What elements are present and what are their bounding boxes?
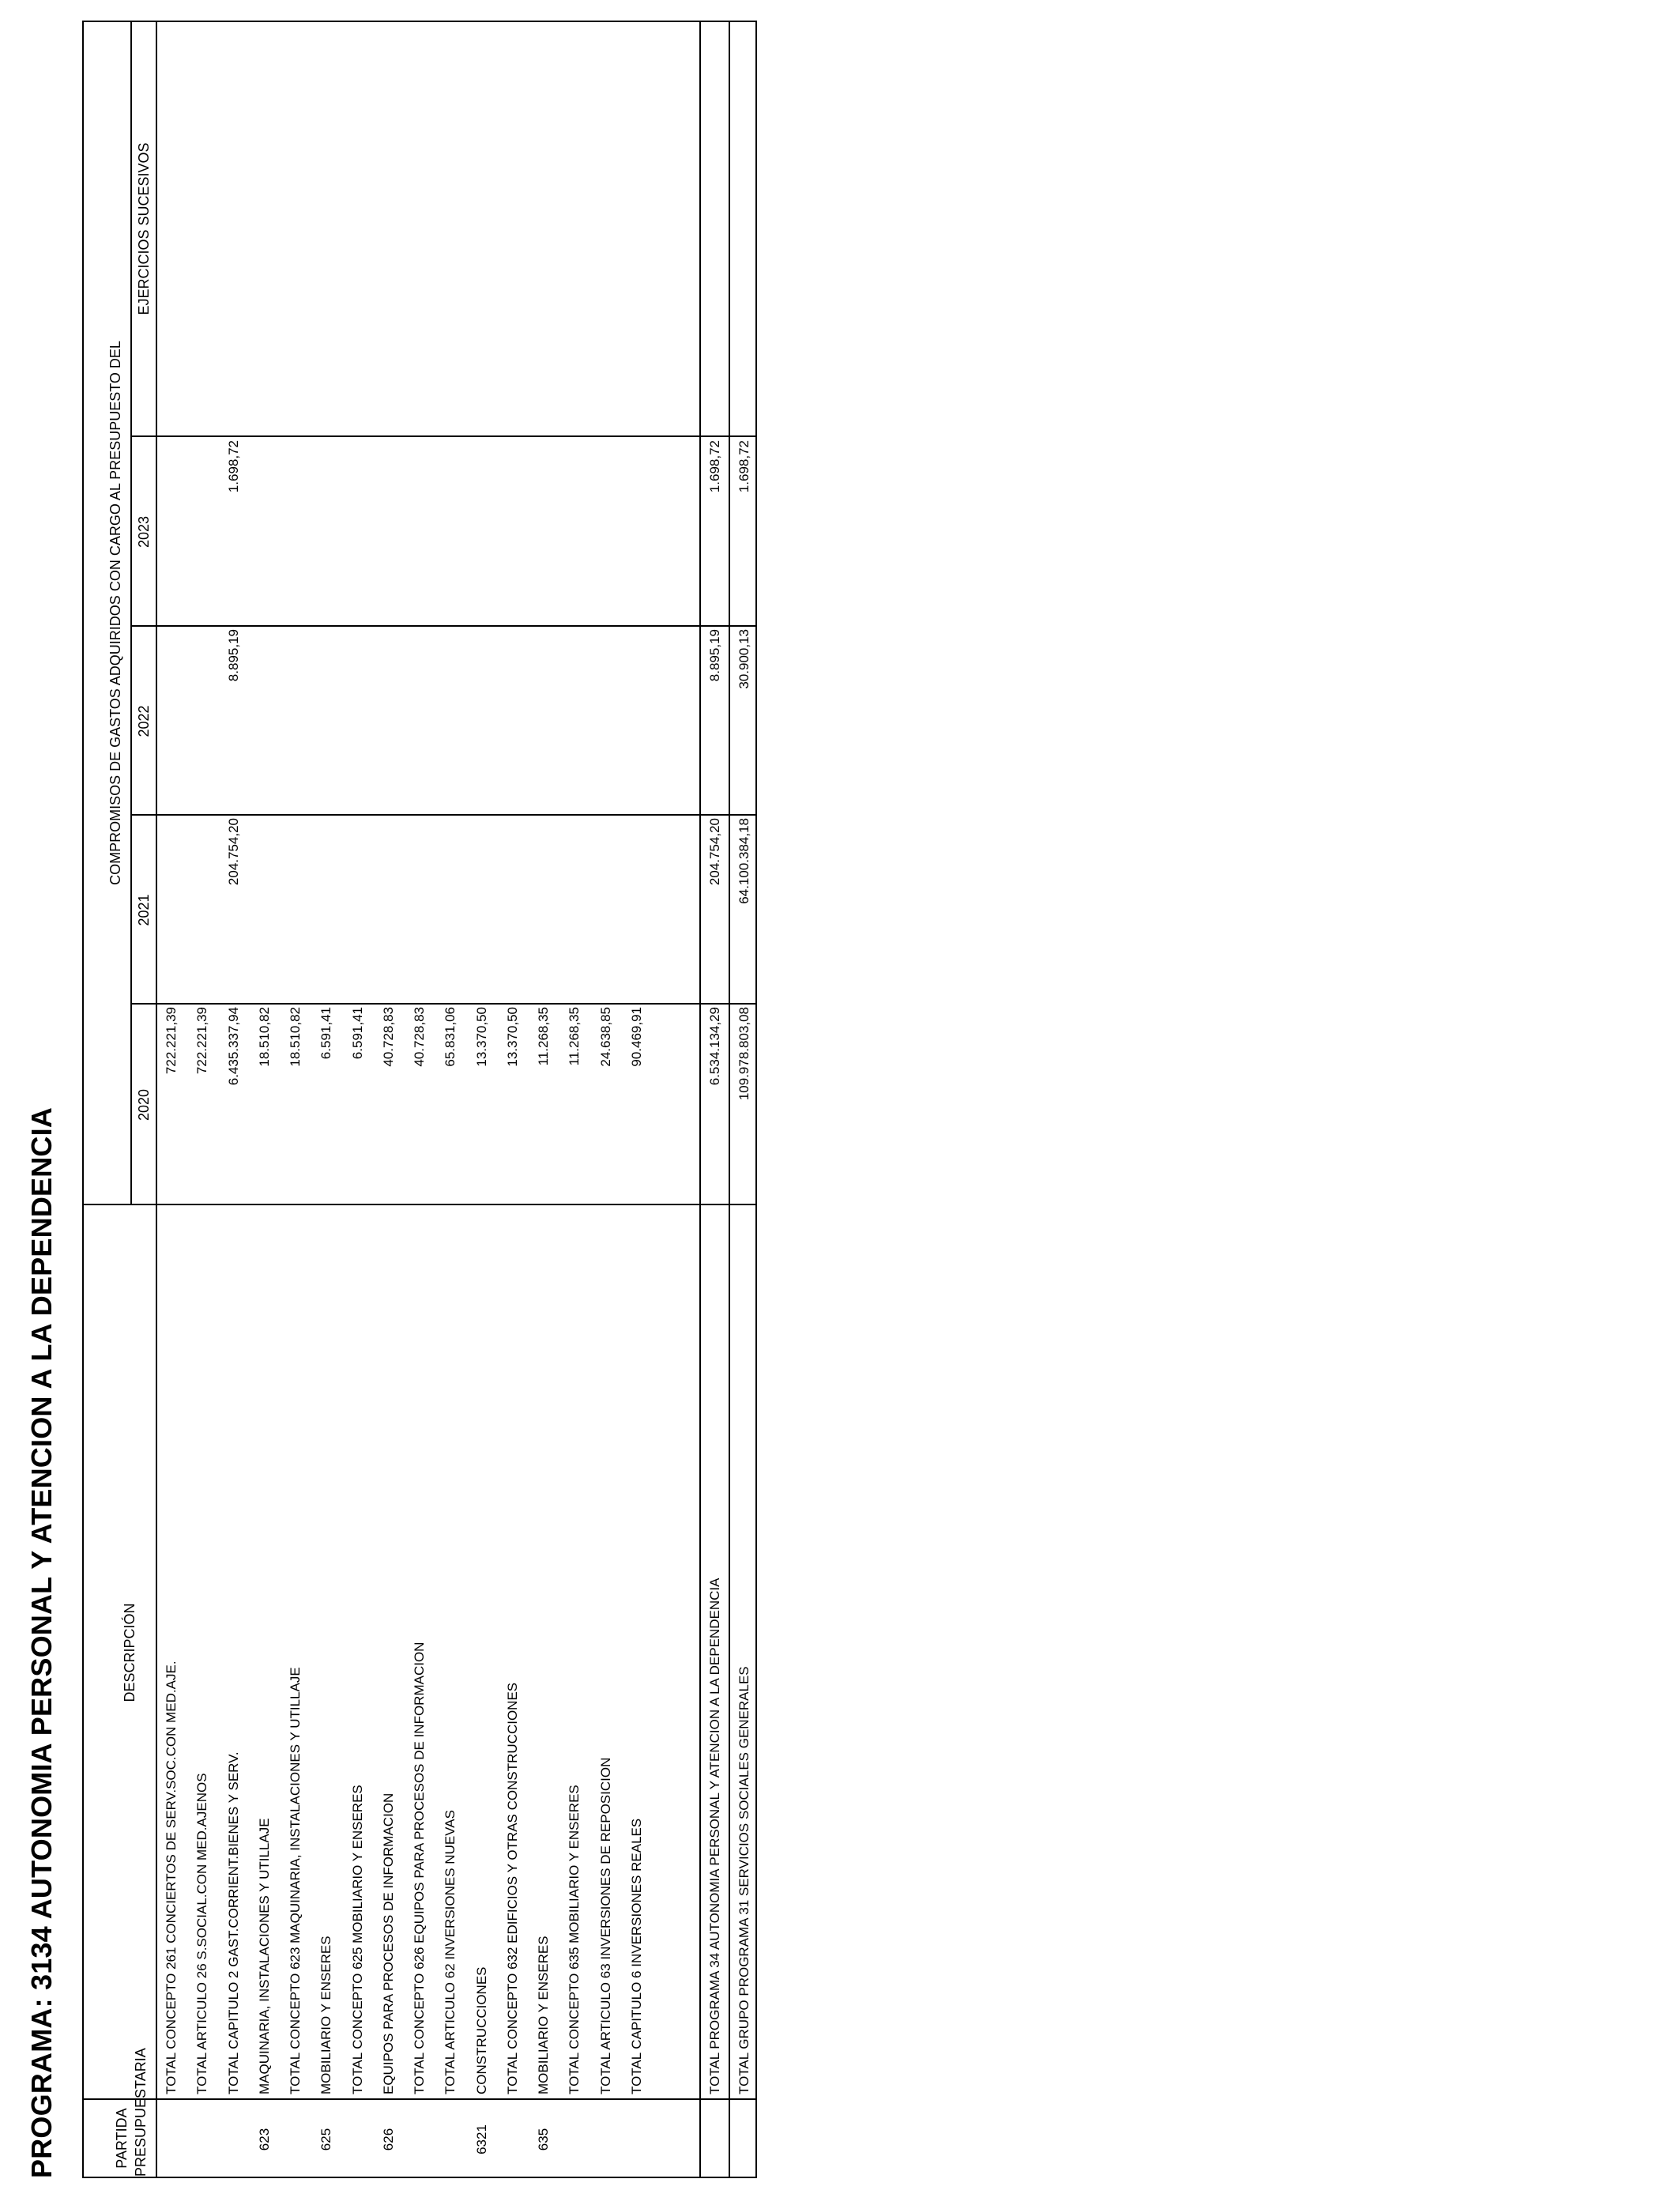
cell-2020: 722.221,39 bbox=[164, 1007, 179, 1075]
page-title: PROGRAMA: 3134 AUTONOMIA PERSONAL Y ATENCION A LA DEPENDENCIA bbox=[25, 1106, 58, 2178]
cell-2021: 204.754,20 bbox=[226, 818, 241, 886]
cell-2022: 8.895,19 bbox=[707, 629, 722, 682]
table-row bbox=[405, 22, 435, 2177]
cell-partida: 6321 bbox=[474, 2124, 489, 2154]
cell-2023: 1.698,72 bbox=[226, 440, 241, 493]
header-partida: PARTIDA bbox=[114, 2108, 130, 2169]
header-descripcion: DESCRIPCIÓN bbox=[122, 1603, 137, 1702]
cell-2020: 109.978.803,08 bbox=[736, 1007, 751, 1101]
cell-descripcion: TOTAL ARTICULO 62 INVERSIONES NUEVAS bbox=[443, 1810, 458, 2094]
cell-descripcion: TOTAL CONCEPTO 623 MAQUINARIA, INSTALACIONES Y UTILLAJE bbox=[288, 1667, 303, 2094]
header-2021: 2021 bbox=[136, 894, 152, 926]
cell-2020: 6.435.337,94 bbox=[226, 1007, 241, 1086]
cell-2020: 13.370,50 bbox=[505, 1007, 520, 1067]
table-row bbox=[250, 22, 281, 2177]
cell-2022: 30.900,13 bbox=[736, 629, 751, 689]
table-row bbox=[560, 22, 590, 2177]
cell-2020: 18.510,82 bbox=[288, 1007, 303, 1067]
cell-2021: 64.100.384,18 bbox=[736, 818, 751, 904]
header-2020: 2020 bbox=[136, 1088, 152, 1122]
cell-descripcion: TOTAL CAPITULO 6 INVERSIONES REALES bbox=[629, 1818, 644, 2094]
cell-2022: 8.895,19 bbox=[226, 629, 241, 682]
table-row bbox=[499, 22, 529, 2177]
cell-2020: 18.510,82 bbox=[257, 1007, 272, 1067]
table-row bbox=[281, 22, 311, 2177]
table-row bbox=[623, 22, 653, 2177]
budget-table bbox=[82, 21, 757, 2178]
cell-2020: 6.591,41 bbox=[350, 1007, 365, 1060]
cell-2023: 1.698,72 bbox=[736, 440, 751, 493]
cell-2020: 90.469,91 bbox=[629, 1007, 644, 1067]
table-row bbox=[730, 22, 760, 2177]
cell-2020: 6.591,41 bbox=[318, 1007, 333, 1060]
header-presupuestaria: PRESUPUESTARIA bbox=[133, 2048, 149, 2177]
cell-descripcion: TOTAL CONCEPTO 625 MOBILIARIO Y ENSERES bbox=[350, 1785, 365, 2094]
cell-descripcion: TOTAL CONCEPTO 626 EQUIPOS PARA PROCESOS DE INFORMACION bbox=[412, 1642, 427, 2094]
table-row bbox=[592, 22, 622, 2177]
cell-2023: 1.698,72 bbox=[707, 440, 722, 493]
cell-descripcion: TOTAL CONCEPTO 261 CONCIERTOS DE SERV.SOC.CON MED.AJE. bbox=[164, 1661, 179, 2094]
header-compromisos: COMPROMISOS DE GASTOS ADQUIRIDOS CON CARGO AL PRESUPUESTO DEL bbox=[107, 341, 123, 885]
table-row bbox=[344, 22, 374, 2177]
cell-descripcion: TOTAL ARTICULO 63 INVERSIONES DE REPOSICION bbox=[598, 1757, 613, 2094]
cell-2020: 11.268,35 bbox=[536, 1007, 551, 1066]
cell-2020: 11.268,35 bbox=[567, 1007, 582, 1066]
cell-descripcion: MOBILIARIO Y ENSERES bbox=[318, 1936, 333, 2094]
cell-partida: 626 bbox=[381, 2128, 396, 2151]
cell-descripcion: TOTAL ARTICULO 26 S.SOCIAL.CON MED.AJENOS bbox=[194, 1773, 209, 2094]
cell-descripcion: TOTAL CONCEPTO 635 MOBILIARIO Y ENSERES bbox=[567, 1785, 582, 2094]
table-row bbox=[220, 22, 250, 2177]
cell-descripcion: MOBILIARIO Y ENSERES bbox=[536, 1936, 551, 2094]
divider-compromisos bbox=[130, 22, 132, 1205]
cell-2020: 24.638,85 bbox=[598, 1007, 613, 1067]
cell-descripcion: MAQUINARIA, INSTALACIONES Y UTILLAJE bbox=[257, 1818, 272, 2094]
cell-partida: 635 bbox=[536, 2128, 551, 2151]
cell-partida: 625 bbox=[318, 2128, 333, 2151]
cell-descripcion: TOTAL PROGRAMA 34 AUTONOMIA PERSONAL Y ATENCION A LA DEPENDENCIA bbox=[707, 1578, 722, 2094]
cell-partida: 623 bbox=[257, 2128, 272, 2151]
header-ejercicios-sucesivos: EJERCICIOS SUCESIVOS bbox=[136, 142, 152, 315]
table-row bbox=[188, 22, 218, 2177]
cell-2020: 40.728,83 bbox=[412, 1007, 427, 1067]
cell-2021: 204.754,20 bbox=[707, 818, 722, 886]
cell-2020: 13.370,50 bbox=[474, 1007, 489, 1067]
cell-2020: 65.831,06 bbox=[443, 1007, 458, 1067]
table-row bbox=[529, 22, 559, 2177]
table-row bbox=[375, 22, 405, 2177]
header-2022: 2022 bbox=[136, 705, 152, 737]
cell-descripcion: TOTAL CONCEPTO 632 EDIFICIOS Y OTRAS CONSTRUCCIONES bbox=[505, 1682, 520, 2094]
cell-2020: 6.534.134,29 bbox=[707, 1007, 722, 1086]
table-row bbox=[312, 22, 342, 2177]
cell-descripcion: CONSTRUCCIONES bbox=[474, 1966, 489, 2094]
cell-2020: 40.728,83 bbox=[381, 1007, 396, 1067]
cell-descripcion: TOTAL GRUPO PROGRAMA 31 SERVICIOS SOCIALES GENERALES bbox=[736, 1666, 751, 2094]
table-row bbox=[436, 22, 466, 2177]
cell-descripcion: TOTAL CAPITULO 2 GAST.CORRIENT.BIENES Y SERV. bbox=[226, 1751, 241, 2094]
table-row bbox=[468, 22, 498, 2177]
cell-descripcion: EQUIPOS PARA PROCESOS DE INFORMACION bbox=[381, 1793, 396, 2094]
cell-2020: 722.221,39 bbox=[194, 1007, 209, 1075]
table-row bbox=[701, 22, 731, 2177]
table-row bbox=[157, 22, 187, 2177]
header-2023: 2023 bbox=[136, 515, 152, 548]
